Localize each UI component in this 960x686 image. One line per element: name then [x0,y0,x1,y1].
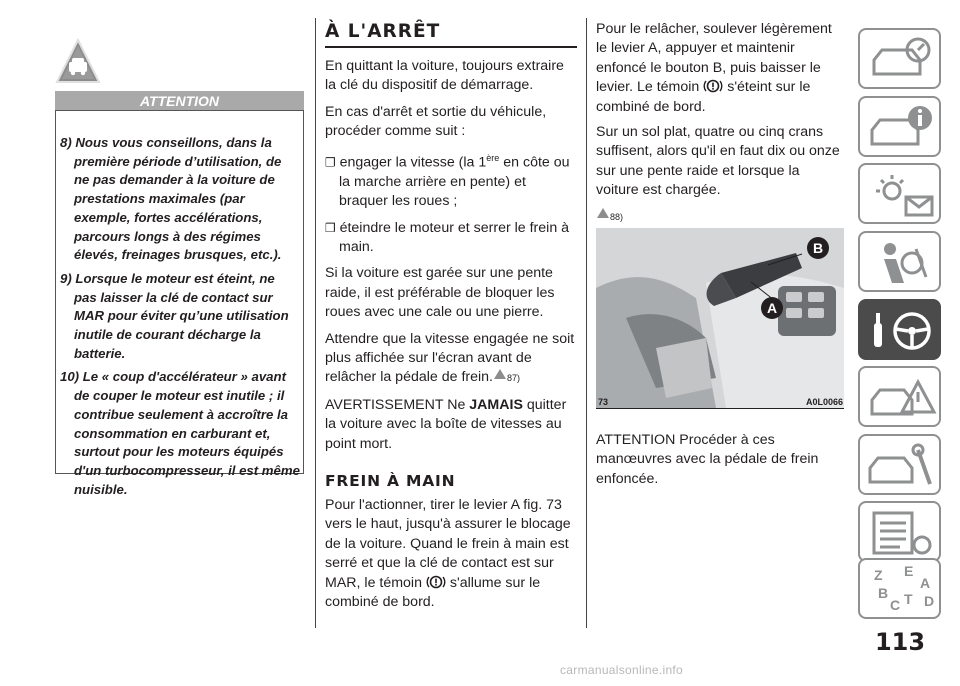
index-letter: T [904,591,913,607]
paragraph: Attendre que la vitesse engagée ne soit plus affichée sur l'écran avant de relâcher la pédale de frein. 87) [325,330,575,386]
index-letter: A [920,575,931,591]
bullet-item: ❒ éteindre le moteur et serrer le frein à main. [325,219,570,255]
watermark: carmanualsonline.info [560,663,684,677]
checkbox-bullet-icon: ❒ [325,155,340,170]
column-divider [315,18,316,628]
figure-number: 73 [598,397,609,407]
bullet-item: ❒ engager la vitesse (la 1ère en côte ou la marche arrière en pente) et braquer les roues ; [325,152,570,210]
warning-item: 10) Le « coup d'accélérateur » avant de couper le moteur est inutile ; il contribue seulement à accroître la consommation en carburant et, surtout pour les moteurs équipés d'un turbocompresseur, il est même nuisible. [60,369,300,497]
nav-emergency[interactable] [858,366,941,427]
main-column [325,20,577,619]
index-letters-icon [860,560,943,621]
lights-icon [860,165,943,226]
nav-driving[interactable] [858,299,941,360]
brake-warning-lamp-icon [703,79,723,95]
right-column [596,20,844,233]
paragraph [596,207,844,227]
note-reference: 88) [610,211,624,222]
figure-code: A0L0066 [806,397,844,407]
nav-specs[interactable] [858,501,941,562]
paragraph: Sur un sol plat, quatre ou cinq crans suffisent, alors qu'il en faut dix ou onze sur une pente raide et lorsque la voiture est chargée. [596,124,840,199]
index-letter: B [878,585,889,601]
handbrake-figure [596,228,844,408]
nav-maintenance[interactable] [858,434,941,495]
specs-list-icon [860,503,943,564]
warning-car-icon [860,368,943,429]
warning-ref-icon [596,208,610,224]
index-letter: E [904,563,914,579]
index-letter: D [924,593,935,609]
paragraph: AVERTISSEMENT Ne JAMAIS quitter la voiture avec la boîte de vitesses au point mort. [325,396,567,452]
paragraph: En cas d'arrêt et sortie du véhicule, procéder comme suit : [325,103,547,140]
index-letter: C [890,597,901,613]
paragraph: ATTENTION Procéder à ces manœuvres avec la pédale de frein enfoncée. [596,432,819,487]
nav-info[interactable] [858,96,941,157]
section-title-stop: À L'ARRÊT [325,21,441,42]
airbag-person-icon [860,233,943,294]
dashboard-car-icon [860,30,943,91]
slippery-road-warning-icon [55,38,101,89]
paragraph: Pour l'actionner, tirer le levier A fig. 73 vers le haut, jusqu'à assurer le blocage de la voiture. Quand le frein à main est serré et que la clé de contact est sur MAR, le témoin s'allume sur le combiné de bord. [325,497,571,611]
warning-item: 9) Lorsque le moteur est éteint, ne pas laisser la clé de contact sur MAR pour éviter qu’une utilisation inutile de courant décharge la batterie. [60,270,289,361]
wrench-car-icon [860,436,943,497]
section-rule [325,46,577,48]
brake-warning-lamp-icon [426,575,446,591]
index-letter: Z [874,567,883,583]
callout-b-label: B [812,240,824,256]
figure-rule [596,408,844,409]
callout-a-label: A [766,300,778,316]
checkbox-bullet-icon: ❒ [325,220,340,235]
paragraph: Pour le relâcher, soulever légèrement le levier A, appuyer et maintenir enfoncé le bouton B, puis baisser le levier. Le témoin s'éteint sur le combiné de bord. [596,21,832,115]
nav-lights[interactable] [858,163,941,224]
paragraph: Si la voiture est garée sur une pente raide, il est préférable de bloquer les roues avec une cale ou une pierre. [325,265,555,321]
info-car-icon [860,98,943,159]
paragraph: En quittant la voiture, toujours extraire la clé du dispositif de démarrage. [325,58,564,94]
warning-item: 8) Nous vous conseillons, dans la première période d’utilisation, de ne pas demander à la voiture de prestations maximales (par exemple, fortes accélérations, parcours longs à des régimes élevés, freinages brusques, etc.). [60,135,282,263]
note-reference: 87) [507,373,521,384]
nav-dashboard[interactable] [858,28,941,89]
steering-key-icon [860,301,943,362]
warning-title: ATTENTION [55,91,304,111]
nav-index[interactable] [858,558,941,619]
page-number: 113 [874,628,926,656]
column-divider [586,18,587,628]
section-title-handbrake: FREIN À MAIN [325,472,456,491]
nav-safety[interactable] [858,231,941,292]
warning-list [60,134,300,504]
warning-ref-icon [493,369,507,385]
